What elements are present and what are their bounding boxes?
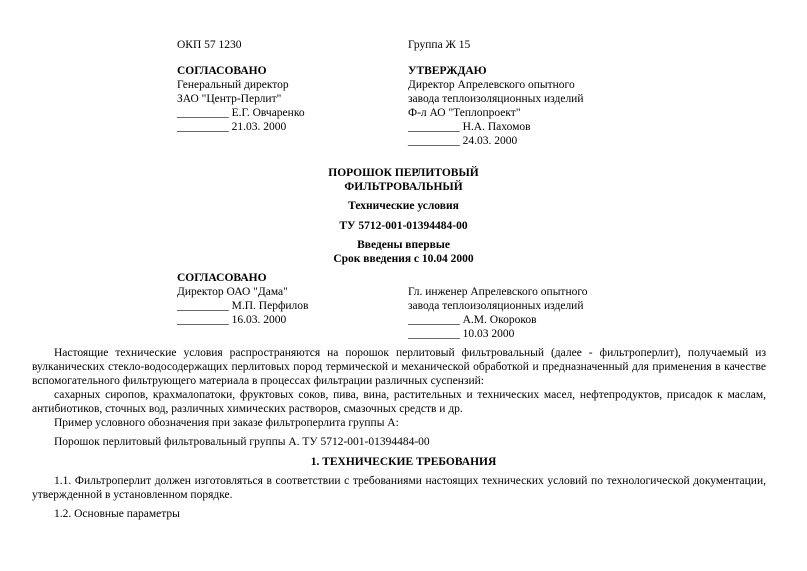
approval-left-line: _________ 21.03. 2000	[177, 121, 287, 133]
approval-right-line: _________ Н.А. Пахомов	[408, 121, 531, 133]
approval-left-line: _________ Е.Г. Овчаренко	[177, 107, 305, 119]
group-code: Группа Ж 15	[408, 39, 471, 51]
approval-right-line: _________ 24.03. 2000	[408, 135, 518, 147]
paragraph-text: 1.1. Фильтроперлит должен изготовляться в соответствии с требованиями настоящих технических условий по технологической документации, утвержденной в установленном порядке.	[32, 475, 766, 501]
approval2-right-line: завода теплоизоляционных изделий	[408, 300, 584, 312]
approval-right-line: завода теплоизоляционных изделий	[408, 93, 584, 105]
paragraph-text: Пример условного обозначения при заказе фильтроперлита группы А:	[54, 417, 399, 429]
approval2-right-block	[408, 285, 588, 341]
okp-code: ОКП 57 1230	[177, 39, 242, 51]
body-paragraph-applications	[32, 388, 766, 416]
approval2-left-line: _________ М.П. Перфилов	[177, 300, 309, 312]
approval2-right-line: _________ 10.03 2000	[408, 328, 515, 340]
approval2-left-heading: СОГЛАСОВАНО	[177, 272, 267, 284]
approval-right-line: Директор Апрелевского опытного	[408, 79, 575, 91]
approval-left-line: Генеральный директор	[177, 79, 289, 91]
intro-date: Срок введения с 10.04 2000	[333, 253, 474, 265]
paragraph-text: Порошок перлитовый фильтровальный группы А. ТУ 5712-001-01394484-00	[54, 436, 430, 448]
intro-note: Введены впервые	[357, 239, 450, 251]
body-paragraph-example-intro	[32, 416, 766, 430]
approval-right-line: Ф-л АО "Теплопроект"	[408, 107, 521, 119]
approval2-left-line: Директор ОАО "Дама"	[177, 286, 288, 298]
paragraph-text: 1.2. Основные параметры	[54, 508, 180, 520]
approval-left-line: ЗАО "Центр-Перлит"	[177, 93, 282, 105]
approval2-left-block	[177, 271, 308, 327]
document-title-line1: ПОРОШОК ПЕРЛИТОВЫЙ	[328, 167, 479, 179]
approval-left-block	[177, 64, 305, 134]
approval2-right-line: _________ А.М. Окороков	[408, 314, 537, 326]
approval2-right-line: Гл. инженер Апрелевского опытного	[408, 286, 588, 298]
body-paragraph-example	[32, 435, 766, 449]
body-paragraph-1-2	[32, 507, 766, 521]
document-subtitle: Технические условия	[348, 200, 459, 212]
approval-right-heading: УТВЕРЖДАЮ	[408, 65, 487, 77]
approval-right-block	[408, 64, 584, 148]
paragraph-text: сахарных сиропов, крахмалопатоки, фруктовых соков, пива, вина, растительных и технических масел, нефтепродуктов, присадок к маслам, антибиотиков, сточных вод, различных химических растворов, смазочных средств и др.	[32, 389, 766, 415]
body-paragraph-scope	[32, 346, 766, 388]
approval-left-heading: СОГЛАСОВАНО	[177, 65, 267, 77]
approval2-left-line: _________ 16.03. 2000	[177, 314, 287, 326]
paragraph-text: Настоящие технические условия распространяются на порошок перлитовый фильтровальный (далее - фильтроперлит), получаемый из вулканических стекло-водосодержащих перлитовых пород термической и механической обработкой и предназначенный для применения в качестве вспомогательного фильтрующего материала в процессах фильтрации различных суспензий:	[32, 347, 766, 387]
document-title-line2: ФИЛЬТРОВАЛЬНЫЙ	[344, 181, 463, 193]
section-heading: 1. ТЕХНИЧЕСКИЕ ТРЕБОВАНИЯ	[310, 456, 497, 468]
document-code: ТУ 5712-001-01394484-00	[339, 220, 468, 232]
body-paragraph-1-1	[32, 474, 766, 502]
